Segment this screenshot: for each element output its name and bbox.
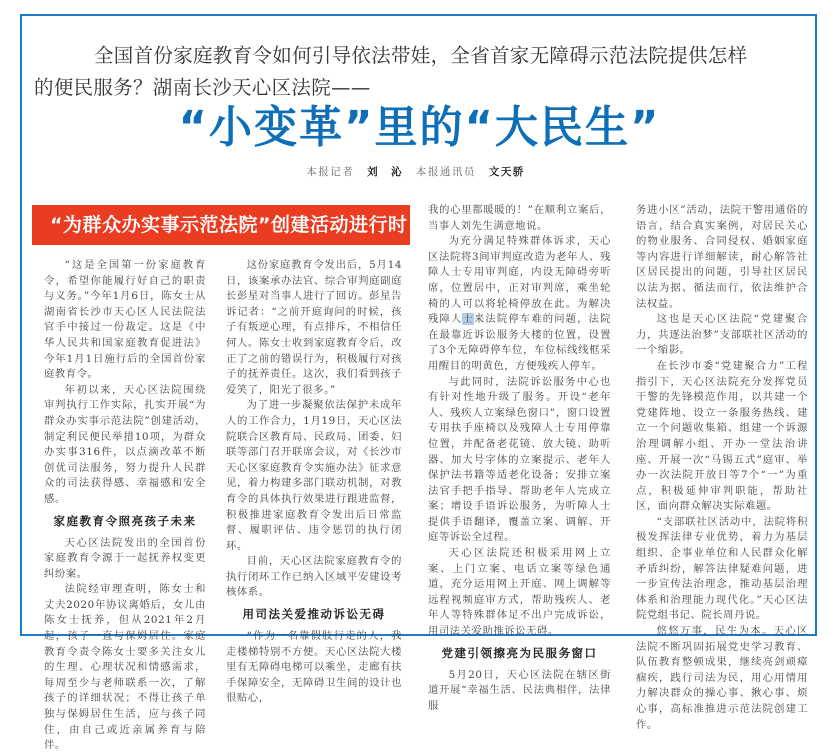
paragraph: 为了进一步凝聚依法保护未成年人的工作合力，1月19日，天心区法院联合区教育局、民政局、团委、妇联等部门召开联席会议，对《长沙市天心区家庭教育令实施办法》征求意见，着力构建多部门联动机制，对教育令的具体执行效果进行跟进监督，积极推进家庭教育令发出后日常监督、履职评估、违令惩罚的执行闭环。 xyxy=(226,399,402,552)
paragraph: 在长沙市委“党建聚合力”工程指引下，天心区法院充分发挥党员干警的先锋模范作用，以共建一个党建阵地、设立一条服务热线、建立一个问题收集箱、组建一个诉源治理调解小组、开办一堂法治讲座、开展一次“马锡五式”庭审、举办一次法院开放日等7个“一”为重点，积极延伸审判职能，帮助社区，面向群众解决实际难题。 xyxy=(636,359,808,513)
section-banner: “为群众办实事示范法院”创建活动进行时 xyxy=(32,205,410,245)
text-run: 为充分满足特殊群体诉求，天心区法院将3间审判庭改造为老年人、残障人士专用审判庭，内设无障碍旁听席，位置居中，正对审判席，乘坐轮椅的人可以将轮椅停放在此。为解决残障人 xyxy=(428,235,611,326)
byline-name-reporter: 刘 沁 xyxy=(367,166,404,178)
byline-role-correspondent: 本报通讯员 xyxy=(415,166,476,178)
paragraph: 天心区法院发出的全国首份家庭教育令源于一起抚养权变更纠纷案。 xyxy=(44,536,206,580)
paragraph: “这是全国第一份家庭教育令，希望你能履行好自己的职责与义务。”今年1月6日，陈女士从湖南省长沙市天心区人民法院法官手中接过一份裁定。这是《中华人民共和国家庭教育促进法》今年1月1日施行后的全国首份家庭教育令。 xyxy=(44,259,206,381)
column-1 xyxy=(44,258,206,754)
lead-line-2: 的便民服务？湖南长沙天心区法院—— xyxy=(34,76,371,99)
paragraph xyxy=(428,234,611,374)
paragraph: 目前，天心区法院家庭教育令的执行闭环工作已纳入区域平安建设考核体系。 xyxy=(226,555,402,599)
lead-line-1: 全国首份家庭教育令如何引导依法带娃，全省首家无障碍示范法院提供怎样 xyxy=(94,44,748,67)
text-run: 来法院停车难的问题，法院在最靠近诉讼服务大楼的位置，设置了3个无障碍停车位，车位标线线框采用醒目的明黄色，方便残疾人停车。 xyxy=(428,313,611,372)
text-selection-highlight[interactable]: 士 xyxy=(462,313,474,326)
paragraph: 我的心里都暖暖的！”在顺利立案后，当事人刘先生满意地说。 xyxy=(428,204,611,232)
paragraph: “支部联社区活动中，法院将积极发挥法律专业优势，着力为基层组织、企事业单位和人民群众化解矛盾纠纷，解答法律疑难问题，进一步宣传法治理念，推动基层治理体系和治理能力现代化。”天心区法院党组书记、院长周丹说。 xyxy=(636,515,808,622)
paragraph: 法院经审理查明，陈女士和丈夫2020年协议离婚后，女儿由陈女士抚养，但从2021年2月起，孩子一直与保姆居住。家庭教育令责令陈女士要多关注女儿的生理、心理状况和情感需求，每周至少与老师联系一次，了解孩子的详细状况；不得让孩子单独与保姆居住生活，应与孩子同住，由自己或近亲属养育与陪伴。 xyxy=(44,583,206,752)
paragraph: “作为一名靠假肢行走的人，我走楼梯特别不方便。天心区法院大楼里有无障碍电梯可以乘坐，走廊有扶手保障安全，无障碍卫生间的设计也很贴心， xyxy=(226,630,402,705)
paragraph: 年初以来，天心区法院围绕审判执行工作实际，扎实开展“为群众办实事示范法院”创建活动，制定利民便民举措10项，为群众办实事316件，以点滴改革不断创优司法服务，努力提升人民群众的司法获得感、幸福感和安全感。 xyxy=(44,383,206,505)
subheading: 党建引领擦亮为民服务窗口 xyxy=(441,645,598,660)
lead-intro xyxy=(34,40,804,104)
byline xyxy=(0,164,839,179)
paragraph: 务进小区”活动，法院干警用通俗的语言，结合真实案例，对居民关心的物业服务、合同侵权、婚姻家庭等内容进行详细解读，耐心解答社区居民提出的问题，引导社区居民以法为据、循法而行，依法维护合法权益。 xyxy=(636,204,808,310)
column-4 xyxy=(636,203,808,733)
byline-name-correspondent: 文天骄 xyxy=(488,166,525,178)
paragraph: 这也是天心区法院“党建聚合力，共逐法治梦”支部联社区活动的一个缩影。 xyxy=(636,313,808,357)
column-3 xyxy=(428,203,611,714)
paragraph: 天心区法院还积极采用网上立案、上门立案、电话立案等绿色通道，充分运用网上开庭、网上调解等远程视频庭审方式，帮助残疾人、老年人等特殊群体足不出户完成诉讼，用司法关爱助推诉讼无碍。 xyxy=(428,547,611,638)
paragraph: 这份家庭教育令发出后，5月14日，该案承办法官、综合审判庭副庭长彭星对当事人进行了回访。彭星告诉记者：“之前开庭询问的时候，孩子有叛逆心理，有点排斥，不相信任何人。陈女士收到家庭教育令后，改正了之前的错误行为，积极履行对孩子的抚养责任。这次，我们看到孩子爱笑了，阳光了很多。” xyxy=(226,259,402,396)
headline: “小变革”里的“大民生” xyxy=(178,102,661,153)
paragraph: 与此同时，法院诉讼服务中心也有针对性地升级了服务。开设“老年人、残疾人立案绿色窗口”，窗口设置专用扶手座椅以及残障人士专用停靠位置，并配备老花镜、放大镜、助听器、加大号字体的立案提示、老年人保护法书籍等适老化设备；安排立案法官手把手指导、帮助老年人完成立案；增设手语诉讼服务，为听障人士提供手语翻译，覆盖立案、调解、开庭等诉讼全过程。 xyxy=(428,375,611,544)
subheading: 用司法关爱推动诉讼无碍 xyxy=(242,607,386,622)
subheading: 家庭教育令照亮孩子未来 xyxy=(53,513,197,528)
paragraph: 5月20日，天心区法院在辖区街道开展“幸福生活、民法典相伴，法律服 xyxy=(428,668,611,712)
paragraph: 悠悠万事，民生为本。天心区法院不断巩固拓展党史学习教育、队伍教育整顿成果，继续亮剑顽瘴痼疾，践行司法为民，用心用情用力解决群众的操心事、揪心事、烦心事，高标准推进示范法院创建工作。 xyxy=(636,625,808,731)
column-2 xyxy=(226,258,402,707)
byline-role-reporter: 本报记者 xyxy=(306,166,355,178)
